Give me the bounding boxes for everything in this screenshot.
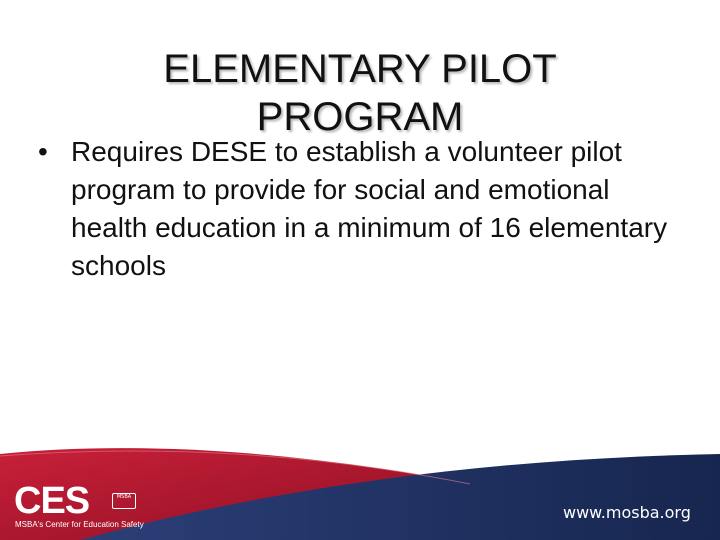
- footer-url: www.mosba.org: [563, 503, 691, 522]
- logo-tagline: MSBA's Center for Education Safety: [15, 520, 144, 529]
- title-line-1: ELEMENTARY PILOT: [163, 46, 557, 91]
- title-line-2: PROGRAM: [256, 94, 464, 139]
- bullet-marker: •: [38, 136, 48, 167]
- bullet-list: [36, 133, 686, 285]
- msba-seal-icon: MSBA: [112, 493, 136, 509]
- slide-title: [60, 45, 660, 141]
- bullet-item: [36, 133, 686, 285]
- bullet-text: Requires DESE to establish a volunteer pilot program to provide for social and emotional health education in a minimum of 16 elementary schools: [71, 136, 668, 281]
- ces-logo-text: CES: [14, 480, 90, 522]
- ces-logo: [14, 482, 154, 534]
